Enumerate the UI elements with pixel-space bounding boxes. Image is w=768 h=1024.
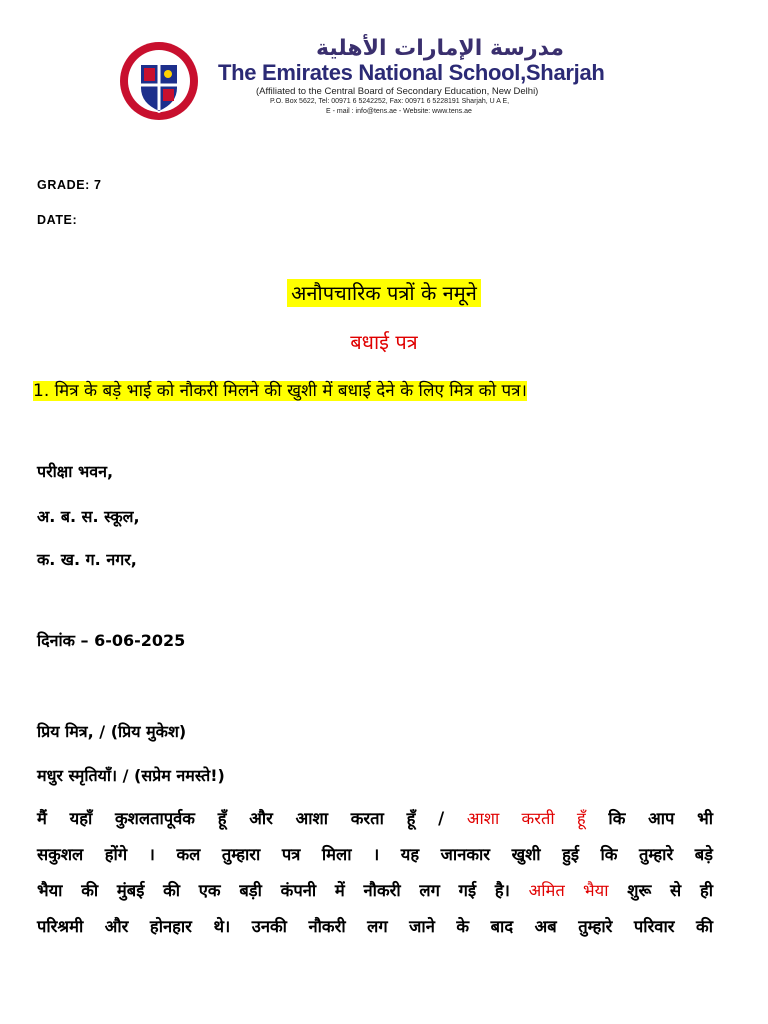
letter-topic-text: 1. मित्र के बड़े भाई को नौकरी मिलने की खुशी में बधाई देने के लिए मित्र को पत्र। [33,381,527,401]
letter-date: दिनांक – 6-06-2025 [37,631,186,650]
body-line-4: परिश्रमी और होनहार थे। उनकी नौकरी लग जाने के बाद अब तुम्हारे परिवार की [37,917,713,936]
body-text: मैं यहाँ कुशलतापूर्वक हूँ और आशा करता हूँ / [37,809,467,828]
body-red-text: आशा करती हूँ [466,809,586,828]
body-line-3 [37,874,713,908]
letter-topic [33,374,693,408]
greeting: मधुर स्मृतियाँ। / (सप्रेम नमस्ते!) [37,766,225,785]
address-line-1: परीक्षा भवन, [37,462,114,481]
date-label: DATE: [37,213,78,227]
address-line-2: अ. ब. स. स्कूल, [37,507,140,526]
school-name: The Emirates National School,Sharjah [218,60,605,85]
salutation: प्रिय मित्र, / (प्रिय मुकेश) [37,722,187,741]
school-name-arabic: مدرسة الإمارات الأهلية [316,36,564,61]
grade-label: GRADE: 7 [37,178,102,192]
address-line-3: क. ख. ग. नगर, [37,550,137,569]
school-crest-logo [118,40,200,122]
address-text: P.O. Box 5622, Tel: 00971 6 5242252, Fax: 00971 6 5228191 Sharjah, U A E, [270,98,510,105]
body-red-text: अमित भैया [528,881,609,900]
body-line-2: सकुशल होंगे । कल तुम्हारा पत्र मिला । यह जानकार खुशी हुई कि तुम्हारे बड़े [37,845,713,864]
page-title [0,279,768,306]
page-subtitle: बधाई पत्र [350,330,418,354]
contact-text: E - mail : info@tens.ae - Website: www.tens.ae [326,108,472,115]
body-text: भैया की मुंबई की एक बड़ी कंपनी में नौकरी लग गई है। [37,881,529,900]
body-line-1 [37,802,713,836]
affiliation-text: (Affiliated to the Central Board of Secondary Education, New Delhi) [256,86,539,97]
page-title-text: अनौपचारिक पत्रों के नमूने [287,279,481,307]
body-text: कि आप भी [585,809,714,828]
body-text: शुरू से ही [608,881,714,900]
